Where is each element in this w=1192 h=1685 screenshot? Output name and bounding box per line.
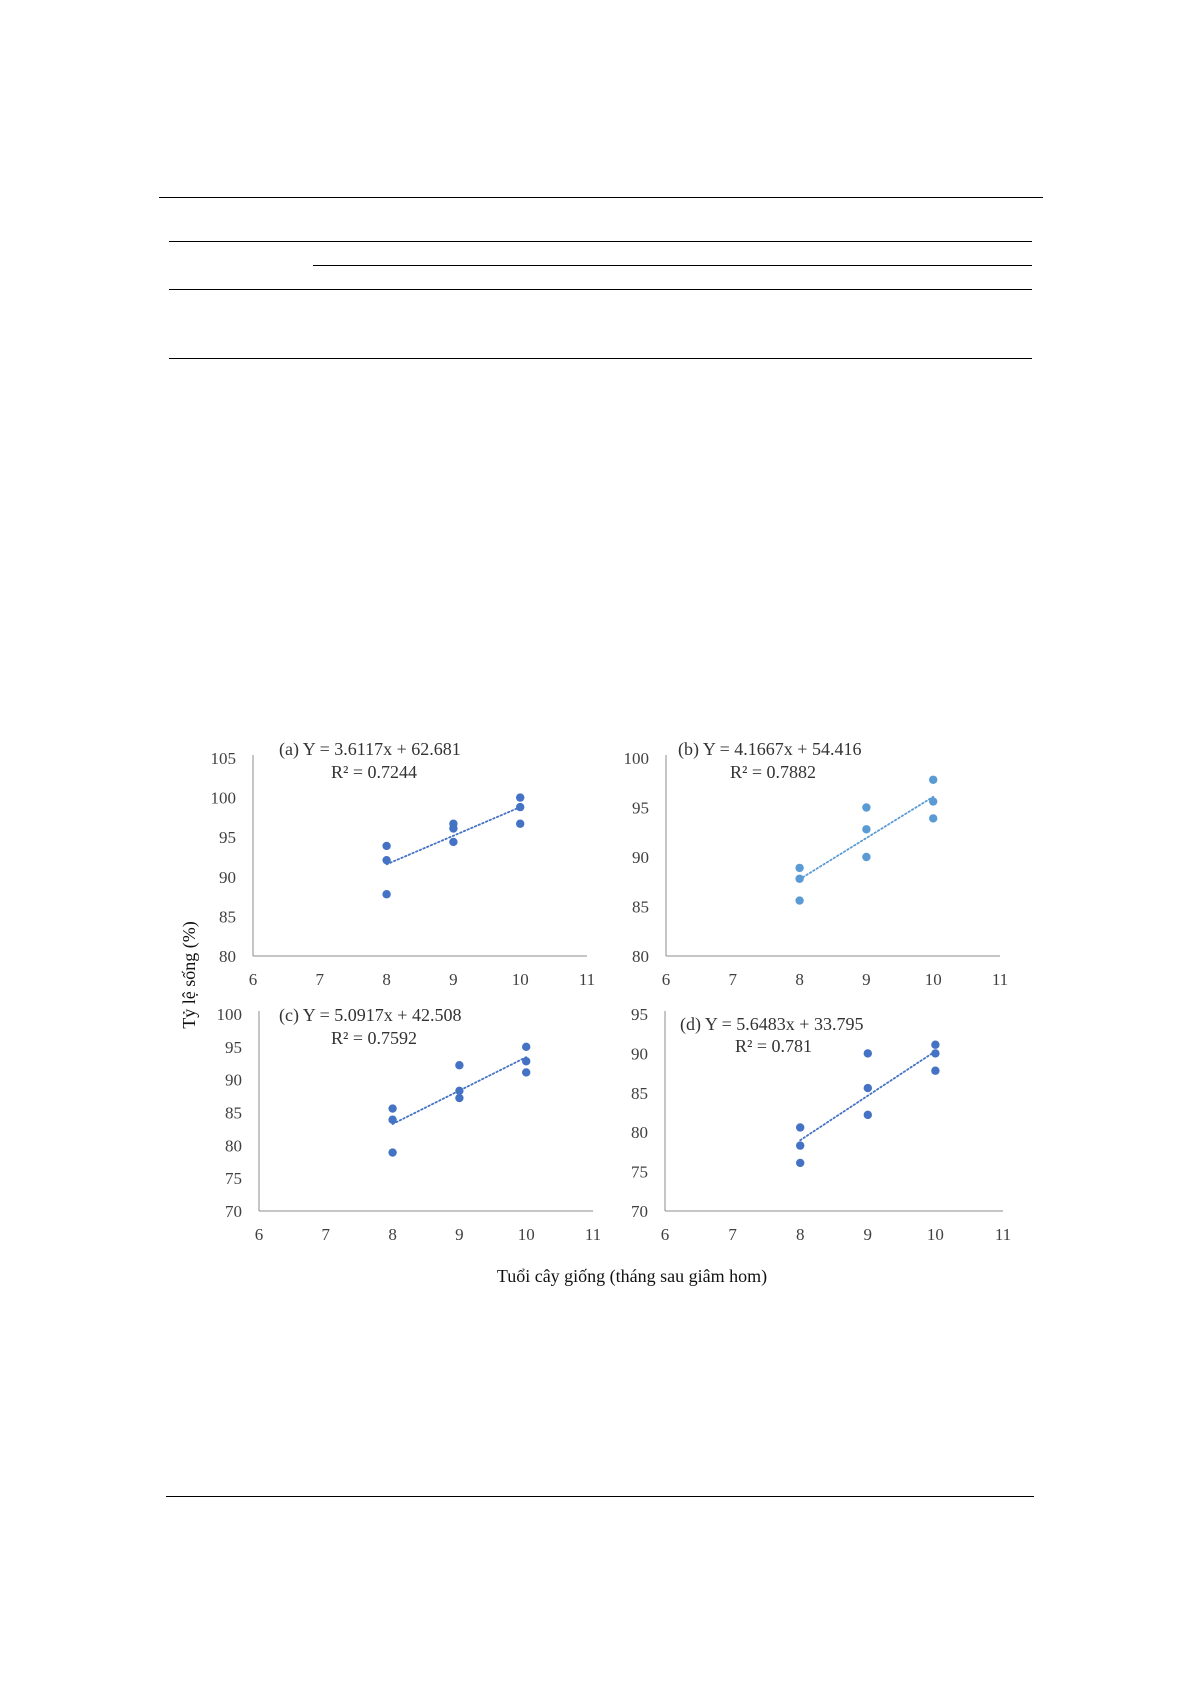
y-tick-label: 70 xyxy=(631,1202,648,1221)
data-point xyxy=(864,1049,872,1057)
x-tick-label: 9 xyxy=(449,970,458,989)
data-point xyxy=(449,824,457,832)
x-tick-label: 8 xyxy=(388,1225,397,1244)
x-tick-label: 7 xyxy=(728,970,738,989)
y-tick-label: 100 xyxy=(210,788,236,808)
x-tick-label: 7 xyxy=(321,1225,331,1244)
x-tick-label: 7 xyxy=(728,1225,737,1244)
y-tick-label: 90 xyxy=(631,1044,648,1064)
data-point xyxy=(862,803,870,811)
x-tick-label: 10 xyxy=(517,1225,535,1244)
y-tick-label: 85 xyxy=(225,1103,242,1123)
data-point xyxy=(864,1111,872,1119)
trendline xyxy=(800,1051,935,1140)
data-point xyxy=(388,1104,396,1112)
y-tick-label: 80 xyxy=(632,947,649,966)
data-point xyxy=(795,875,803,883)
data-point xyxy=(516,803,524,811)
y-tick-label: 90 xyxy=(219,867,236,887)
y-tick-label: 90 xyxy=(225,1070,242,1090)
data-point xyxy=(929,797,937,805)
data-point xyxy=(929,814,937,822)
x-tick-label: 9 xyxy=(455,1225,464,1244)
y-tick-label: 85 xyxy=(631,1083,648,1103)
r-squared-label: R² = 0.7244 xyxy=(331,762,418,782)
chart-panel-d xyxy=(631,1005,1011,1244)
x-tick-label: 10 xyxy=(924,970,942,989)
x-tick-label: 7 xyxy=(315,970,325,989)
data-point xyxy=(931,1049,939,1057)
x-tick-label: 6 xyxy=(248,970,258,989)
data-point xyxy=(516,793,524,801)
data-point xyxy=(864,1084,872,1092)
y-tick-label: 95 xyxy=(631,1005,648,1024)
data-point xyxy=(862,853,870,861)
y-tick-label: 85 xyxy=(632,897,649,917)
data-point xyxy=(522,1057,530,1065)
x-tick-label: 6 xyxy=(661,970,671,989)
y-tick-label: 75 xyxy=(631,1162,648,1182)
y-tick-label: 80 xyxy=(225,1136,242,1156)
equation-label: (d) Y = 5.6483x + 33.795 xyxy=(680,1014,864,1034)
y-tick-label: 80 xyxy=(219,947,236,966)
equation-label: (a) Y = 3.6117x + 62.681 xyxy=(279,739,461,759)
y-tick-label: 95 xyxy=(632,798,649,818)
data-point xyxy=(382,842,390,850)
x-tick-label: 6 xyxy=(660,1225,670,1244)
data-point xyxy=(795,896,803,904)
chart-panel-a xyxy=(211,739,596,989)
y-tick-label: 95 xyxy=(225,1037,242,1057)
data-point xyxy=(862,825,870,833)
data-point xyxy=(796,1141,804,1149)
y-tick-label: 75 xyxy=(225,1169,242,1189)
x-tick-label: 11 xyxy=(578,970,596,989)
data-point xyxy=(388,1116,396,1124)
r-squared-label: R² = 0.7592 xyxy=(331,1028,418,1048)
data-point xyxy=(455,1087,463,1095)
x-tick-label: 9 xyxy=(862,970,871,989)
x-tick-label: 6 xyxy=(254,1225,264,1244)
y-axis-title: Tỷ lệ sống (%) xyxy=(179,921,199,1029)
y-tick-label: 100 xyxy=(216,1005,242,1024)
trendline xyxy=(387,807,521,864)
chart-panel-c xyxy=(217,1005,602,1244)
x-tick-label: 8 xyxy=(795,1225,805,1244)
x-tick-label: 9 xyxy=(863,1225,873,1244)
data-point xyxy=(522,1068,530,1076)
data-point xyxy=(455,1094,463,1102)
y-tick-label: 100 xyxy=(623,749,649,768)
y-tick-label: 90 xyxy=(632,848,649,867)
data-point xyxy=(795,864,803,872)
data-point xyxy=(455,1061,463,1069)
data-point xyxy=(382,856,390,864)
r-squared-label: R² = 0.7882 xyxy=(730,762,817,782)
y-tick-label: 80 xyxy=(631,1123,648,1143)
x-tick-label: 8 xyxy=(795,970,804,989)
data-point xyxy=(929,776,937,784)
equation-label: (b) Y = 4.1667x + 54.416 xyxy=(678,739,862,759)
data-point xyxy=(931,1067,939,1075)
x-tick-label: 8 xyxy=(382,970,391,989)
data-point xyxy=(382,890,390,898)
data-point xyxy=(931,1041,939,1049)
y-tick-label: 105 xyxy=(210,749,236,768)
data-point xyxy=(449,838,457,846)
chart-panel-b xyxy=(624,739,1009,989)
data-point xyxy=(796,1159,804,1167)
x-tick-label: 11 xyxy=(991,970,1009,989)
data-point xyxy=(388,1148,396,1156)
r-squared-label: R² = 0.781 xyxy=(735,1036,813,1056)
equation-label: (c) Y = 5.0917x + 42.508 xyxy=(279,1005,462,1025)
data-point xyxy=(796,1123,804,1131)
data-point xyxy=(516,820,524,828)
x-tick-label: 10 xyxy=(511,970,529,989)
y-tick-label: 95 xyxy=(219,828,236,848)
y-tick-label: 70 xyxy=(225,1202,242,1221)
x-tick-label: 11 xyxy=(584,1225,602,1244)
x-tick-label: 10 xyxy=(926,1225,944,1244)
x-axis-title: Tuổi cây giống (tháng sau giâm hom) xyxy=(496,1266,768,1286)
data-point xyxy=(522,1043,530,1051)
x-tick-label: 11 xyxy=(994,1225,1012,1244)
y-tick-label: 85 xyxy=(219,907,236,927)
